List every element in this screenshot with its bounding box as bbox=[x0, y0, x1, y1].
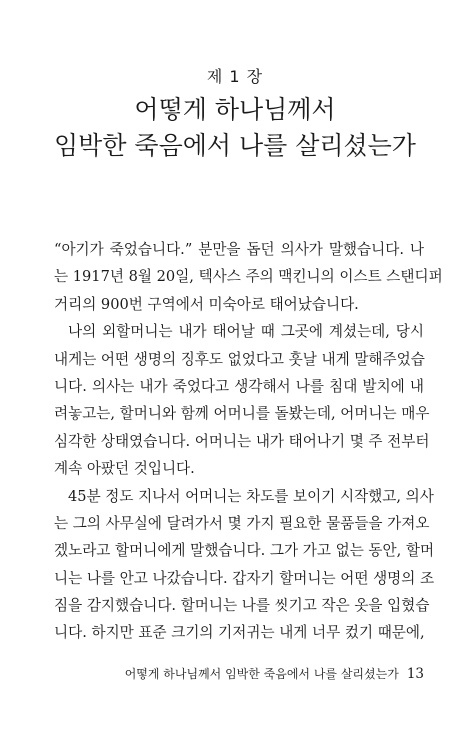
text-line: 거리의 900번 구역에서 미숙아로 태어났습니다. bbox=[54, 295, 359, 313]
text-line: 심각한 상태였습니다. 어머니는 내가 태어나기 몇 주 전부터 bbox=[54, 432, 430, 450]
text-line: 짐을 감지했습니다. 할머니는 나를 씻기고 작은 옷을 입혔습 bbox=[54, 597, 430, 615]
text-line: 니다. 의사는 내가 죽었다고 생각해서 나를 침대 발치에 내 bbox=[54, 377, 424, 395]
text-line: 는 그의 사무실에 달려가서 몇 가지 필요한 물품들을 가져오 bbox=[54, 514, 430, 532]
text-line: 니는 나를 안고 나갔습니다. 갑자기 할머니는 어떤 생명의 조 bbox=[54, 569, 435, 587]
page-number: 13 bbox=[406, 666, 424, 682]
chapter-title bbox=[0, 92, 470, 164]
text-line: 나의 외할머니는 내가 태어날 때 그곳에 계셨는데, 당시 bbox=[68, 323, 424, 341]
chapter-title-line-1: 어떻게 하나님께서 bbox=[134, 95, 336, 124]
text-line: 내게는 어떤 생명의 징후도 없었다고 훗날 내게 말해주었습 bbox=[54, 350, 425, 368]
text-line: 계속 아팠던 것입니다. bbox=[54, 460, 195, 478]
text-line: 는 1917년 8월 20일, 텍사스 주의 맥킨니의 이스트 스탠디퍼 bbox=[54, 268, 443, 286]
text-line: 니다. 하지만 표준 크기의 기저귀는 내게 너무 컸기 때문에, bbox=[54, 624, 425, 642]
text-line: 45분 정도 지나서 어머니는 차도를 보이기 시작했고, 의사 bbox=[68, 487, 434, 505]
chapter-label: 제 1 장 bbox=[206, 67, 264, 86]
chapter-title-line-2: 임박한 죽음에서 나를 살리셨는가 bbox=[54, 131, 416, 160]
body-text bbox=[54, 236, 443, 647]
text-line: 겠노라고 할머니에게 말했습니다. 그가 가고 없는 동안, 할머 bbox=[54, 542, 435, 560]
text-line: 려놓고는, 할머니와 함께 어머니를 돌봤는데, 어머니는 매우 bbox=[54, 405, 430, 423]
running-title: 어떻게 하나님께서 임박한 죽음에서 나를 살리셨는가 bbox=[124, 667, 399, 681]
text-line: “아기가 죽었습니다.” 분만을 돕던 의사가 말했습니다. 나 bbox=[54, 241, 424, 258]
page-footer bbox=[54, 665, 424, 682]
